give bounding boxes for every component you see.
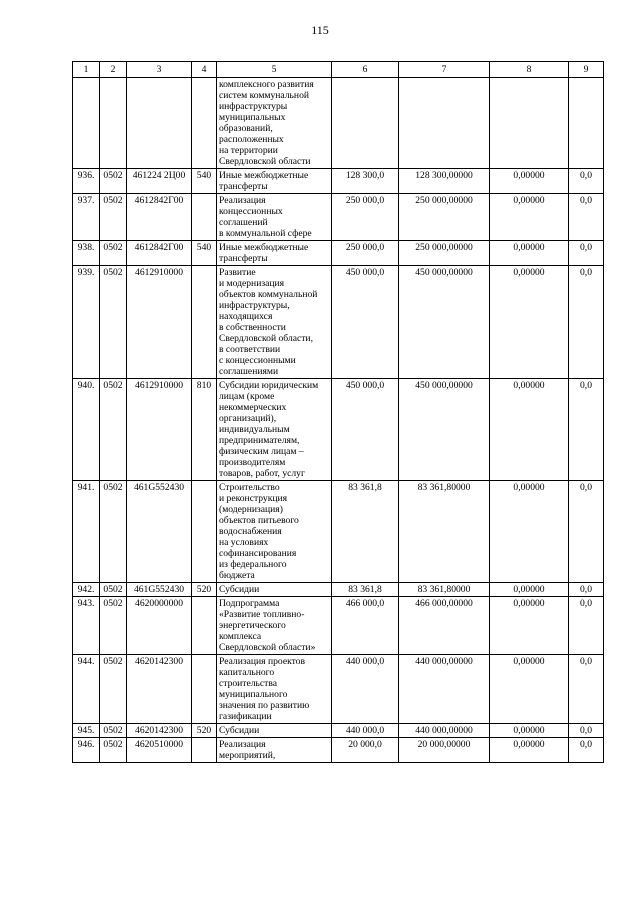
amount-precise-cell: 250 000,00000 xyxy=(399,241,490,266)
header-cell: 4 xyxy=(192,62,217,78)
target-article-cell: 4612842Г00 xyxy=(127,241,192,266)
section-code-cell: 0502 xyxy=(100,481,127,583)
target-article-cell xyxy=(127,78,192,169)
item-name-cell: Реализация концессионных соглашений в коммунальной сфере xyxy=(217,194,332,241)
amount-cell: 440 000,0 xyxy=(332,724,399,738)
header-cell: 2 xyxy=(100,62,127,78)
federal-amount-cell: 0,00000 xyxy=(490,241,569,266)
other-amount-cell: 0,0 xyxy=(569,266,604,379)
section-code-cell: 0502 xyxy=(100,379,127,481)
other-amount-cell: 0,0 xyxy=(569,583,604,597)
item-name-cell: Развитие и модернизация объектов коммунальной инфраструктуры, находящихся в собственности Свердловской области, в соответствии с концессионными соглашениями xyxy=(217,266,332,379)
expense-type-cell xyxy=(192,655,217,724)
amount-cell: 20 000,0 xyxy=(332,738,399,763)
target-article-cell: 4612910000 xyxy=(127,266,192,379)
section-code-cell: 0502 xyxy=(100,583,127,597)
amount-cell: 440 000,0 xyxy=(332,655,399,724)
other-amount-cell: 0,0 xyxy=(569,724,604,738)
item-name-cell: Субсидии xyxy=(217,583,332,597)
table-row xyxy=(73,655,604,724)
expense-type-cell xyxy=(192,481,217,583)
section-code-cell: 0502 xyxy=(100,724,127,738)
amount-precise-cell: 450 000,00000 xyxy=(399,266,490,379)
amount-cell: 450 000,0 xyxy=(332,379,399,481)
table-row xyxy=(73,379,604,481)
table-row xyxy=(73,194,604,241)
row-number-cell: 946. xyxy=(73,738,100,763)
item-name-cell: комплексного развития систем коммунальной инфраструктуры муниципальных образований, расположенных на территории Свердловской области xyxy=(217,78,332,169)
table-row xyxy=(73,724,604,738)
federal-amount-cell xyxy=(490,78,569,169)
federal-amount-cell: 0,00000 xyxy=(490,194,569,241)
table-row xyxy=(73,266,604,379)
section-code-cell: 0502 xyxy=(100,266,127,379)
amount-precise-cell xyxy=(399,78,490,169)
federal-amount-cell: 0,00000 xyxy=(490,379,569,481)
amount-cell: 128 300,0 xyxy=(332,169,399,194)
expense-type-cell xyxy=(192,597,217,655)
header-cell: 1 xyxy=(73,62,100,78)
row-number-cell: 943. xyxy=(73,597,100,655)
row-number-cell: 938. xyxy=(73,241,100,266)
other-amount-cell: 0,0 xyxy=(569,597,604,655)
row-number-cell: 940. xyxy=(73,379,100,481)
amount-cell: 250 000,0 xyxy=(332,194,399,241)
expense-type-cell: 540 xyxy=(192,169,217,194)
amount-precise-cell: 128 300,00000 xyxy=(399,169,490,194)
amount-precise-cell: 20 000,00000 xyxy=(399,738,490,763)
header-row xyxy=(73,62,604,78)
page-number: 115 xyxy=(311,23,329,37)
federal-amount-cell: 0,00000 xyxy=(490,738,569,763)
amount-cell: 250 000,0 xyxy=(332,241,399,266)
federal-amount-cell: 0,00000 xyxy=(490,266,569,379)
item-name-cell: Реализация проектов капитального строительства муниципального значения по развитию газификации xyxy=(217,655,332,724)
item-name-cell: Субсидии xyxy=(217,724,332,738)
target-article-cell: 461224 2Ц00 xyxy=(127,169,192,194)
section-code-cell: 0502 xyxy=(100,597,127,655)
other-amount-cell: 0,0 xyxy=(569,194,604,241)
target-article-cell: 4620510000 xyxy=(127,738,192,763)
item-name-cell: Иные межбюджетные трансферты xyxy=(217,169,332,194)
header-cell: 3 xyxy=(127,62,192,78)
other-amount-cell: 0,0 xyxy=(569,241,604,266)
other-amount-cell: 0,0 xyxy=(569,481,604,583)
table-row xyxy=(73,169,604,194)
amount-precise-cell: 450 000,00000 xyxy=(399,379,490,481)
row-number-cell: 941. xyxy=(73,481,100,583)
federal-amount-cell: 0,00000 xyxy=(490,169,569,194)
expense-type-cell xyxy=(192,738,217,763)
section-code-cell: 0502 xyxy=(100,241,127,266)
section-code-cell xyxy=(100,78,127,169)
expense-type-cell: 540 xyxy=(192,241,217,266)
other-amount-cell xyxy=(569,78,604,169)
target-article-cell: 4612842Г00 xyxy=(127,194,192,241)
federal-amount-cell: 0,00000 xyxy=(490,655,569,724)
amount-precise-cell: 440 000,00000 xyxy=(399,724,490,738)
target-article-cell: 4620142300 xyxy=(127,724,192,738)
target-article-cell: 461G552430 xyxy=(127,583,192,597)
expense-type-cell: 520 xyxy=(192,583,217,597)
amount-cell: 450 000,0 xyxy=(332,266,399,379)
amount-precise-cell: 466 000,00000 xyxy=(399,597,490,655)
other-amount-cell: 0,0 xyxy=(569,169,604,194)
amount-precise-cell: 250 000,00000 xyxy=(399,194,490,241)
table-row xyxy=(73,78,604,169)
item-name-cell: Подпрограмма «Развитие топливно- энергетического комплекса Свердловской области» xyxy=(217,597,332,655)
federal-amount-cell: 0,00000 xyxy=(490,597,569,655)
other-amount-cell: 0,0 xyxy=(569,379,604,481)
amount-cell: 83 361,8 xyxy=(332,583,399,597)
row-number-cell: 945. xyxy=(73,724,100,738)
target-article-cell: 4620000000 xyxy=(127,597,192,655)
header-cell: 9 xyxy=(569,62,604,78)
section-code-cell: 0502 xyxy=(100,169,127,194)
expense-type-cell xyxy=(192,78,217,169)
section-code-cell: 0502 xyxy=(100,194,127,241)
expense-type-cell xyxy=(192,266,217,379)
amount-cell xyxy=(332,78,399,169)
expense-type-cell xyxy=(192,194,217,241)
item-name-cell: Иные межбюджетные трансферты xyxy=(217,241,332,266)
row-number-cell xyxy=(73,78,100,169)
expense-type-cell: 810 xyxy=(192,379,217,481)
header-cell: 8 xyxy=(490,62,569,78)
row-number-cell: 944. xyxy=(73,655,100,724)
header-cell: 6 xyxy=(332,62,399,78)
budget-table xyxy=(72,61,604,763)
table-row xyxy=(73,597,604,655)
section-code-cell: 0502 xyxy=(100,655,127,724)
target-article-cell: 4612910000 xyxy=(127,379,192,481)
section-code-cell: 0502 xyxy=(100,738,127,763)
expense-type-cell: 520 xyxy=(192,724,217,738)
amount-precise-cell: 440 000,00000 xyxy=(399,655,490,724)
target-article-cell: 461G552430 xyxy=(127,481,192,583)
federal-amount-cell: 0,00000 xyxy=(490,724,569,738)
row-number-cell: 937. xyxy=(73,194,100,241)
row-number-cell: 936. xyxy=(73,169,100,194)
amount-precise-cell: 83 361,80000 xyxy=(399,583,490,597)
item-name-cell: Реализация мероприятий, xyxy=(217,738,332,763)
table-row xyxy=(73,481,604,583)
federal-amount-cell: 0,00000 xyxy=(490,481,569,583)
amount-cell: 83 361,8 xyxy=(332,481,399,583)
header-cell: 5 xyxy=(217,62,332,78)
header-cell: 7 xyxy=(399,62,490,78)
amount-cell: 466 000,0 xyxy=(332,597,399,655)
table-row xyxy=(73,583,604,597)
table-row xyxy=(73,241,604,266)
amount-precise-cell: 83 361,80000 xyxy=(399,481,490,583)
table-row xyxy=(73,738,604,763)
row-number-cell: 939. xyxy=(73,266,100,379)
federal-amount-cell: 0,00000 xyxy=(490,583,569,597)
row-number-cell: 942. xyxy=(73,583,100,597)
item-name-cell: Строительство и реконструкция (модернизация) объектов питьевого водоснабжения на условиях софинансирования из федерального бюджета xyxy=(217,481,332,583)
other-amount-cell: 0,0 xyxy=(569,738,604,763)
other-amount-cell: 0,0 xyxy=(569,655,604,724)
item-name-cell: Субсидии юридическим лицам (кроме некоммерческих организаций), индивидуальным предпринимателям, физическим лицам – производителям товаров, работ, услуг xyxy=(217,379,332,481)
target-article-cell: 4620142300 xyxy=(127,655,192,724)
